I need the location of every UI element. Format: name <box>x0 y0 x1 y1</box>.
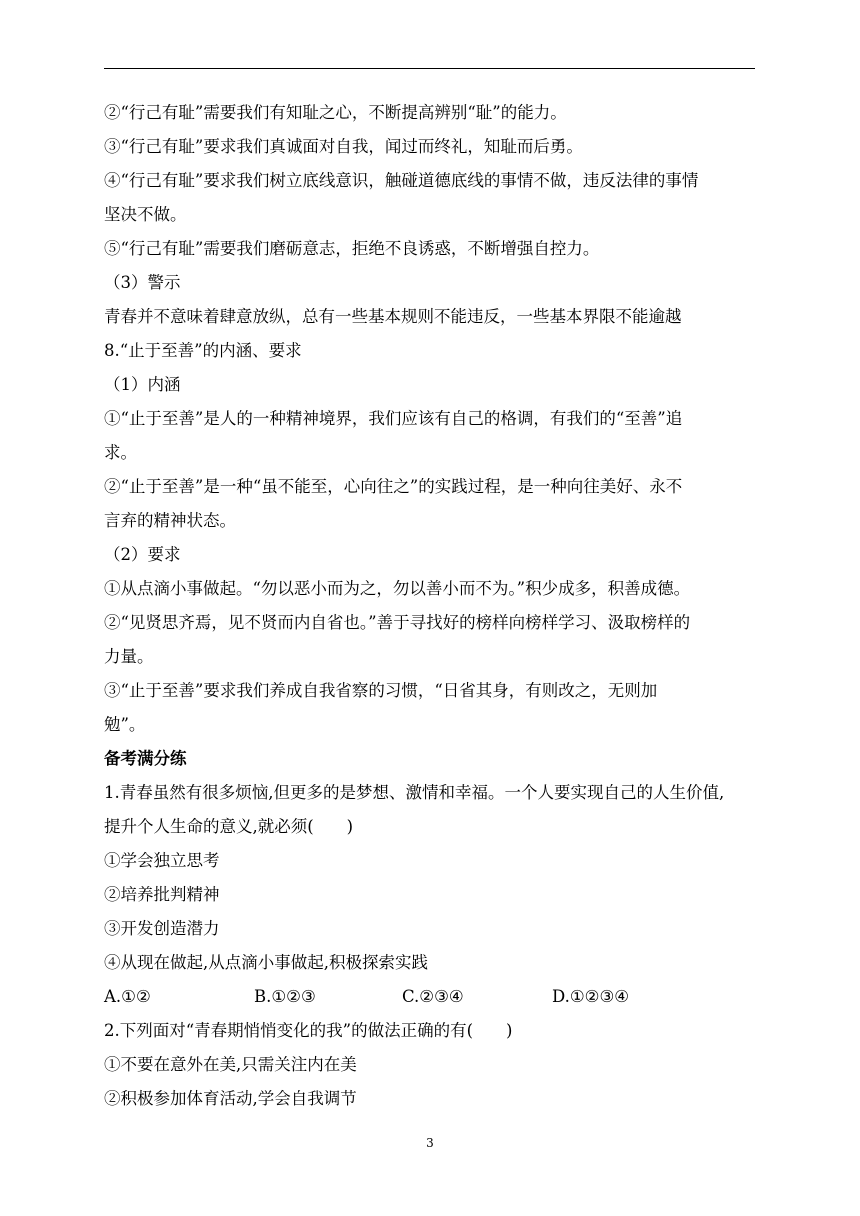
subheading: （2）要求 <box>104 545 181 564</box>
text-line: ④“行己有耻”要求我们树立底线意识，触碰道德底线的事情不做，违反法律的事情 <box>104 171 699 190</box>
page-number: 3 <box>426 1136 434 1150</box>
section-heading: 8.“止于至善”的内涵、要求 <box>104 341 302 360</box>
question-2-stem: 2.下列面对“青春期悄悄变化的我”的做法正确的有( ) <box>104 1021 513 1040</box>
question-1-item: ②培养批判精神 <box>104 885 220 904</box>
question-1-item: ④从现在做起,从点滴小事做起,积极探索实践 <box>104 953 428 972</box>
text-line: ②“止于至善”是一种“虽不能至，心向往之”的实践过程，是一种向往美好、永不 <box>104 477 683 496</box>
text-line: 言弃的精神状态。 <box>104 511 236 530</box>
header-rule <box>104 68 755 69</box>
question-1-item: ③开发创造潜力 <box>104 919 220 938</box>
text-line: ③“止于至善”要求我们养成自我省察的习惯，“日省其身，有则改之，无则加 <box>104 681 658 700</box>
document-body <box>104 96 755 1116</box>
subheading: （1）内涵 <box>104 375 181 394</box>
text-line: ①从点滴小事做起。“勿以恶小而为之，勿以善小而不为。”积少成多，积善成德。 <box>104 579 691 598</box>
question-1-options <box>104 980 755 1014</box>
text-line: 力量。 <box>104 647 154 666</box>
question-1-item: ①学会独立思考 <box>104 851 220 870</box>
option-b: B.①②③ <box>254 987 316 1006</box>
text-line: ③“行己有耻”要求我们真诚面对自我，闻过而终礼，知耻而后勇。 <box>104 137 583 156</box>
question-2-item: ②积极参加体育活动,学会自我调节 <box>104 1089 357 1108</box>
subheading: （3）警示 <box>104 273 181 292</box>
option-d: D.①②③④ <box>552 987 630 1006</box>
question-1-stem: 提升个人生命的意义,就必须( ) <box>104 817 354 836</box>
text-line: 勉”。 <box>104 715 146 734</box>
text-line: ①“止于至善”是人的一种精神境界，我们应该有自己的格调，有我们的“至善”追 <box>104 409 683 428</box>
text-line: ⑤“行己有耻”需要我们磨砺意志，拒绝不良诱惑，不断增强自控力。 <box>104 239 600 258</box>
text-line: 求。 <box>104 443 137 462</box>
text-line: ②“见贤思齐焉，见不贤而内自省也。”善于寻找好的榜样向榜样学习、汲取榜样的 <box>104 613 691 632</box>
practice-section-title: 备考满分练 <box>104 749 187 768</box>
question-2-item: ①不要在意外在美,只需关注内在美 <box>104 1055 357 1074</box>
option-c: C.②③④ <box>402 987 464 1006</box>
text-line: ②“行己有耻”需要我们有知耻之心，不断提高辨别“耻”的能力。 <box>104 103 567 122</box>
question-1-stem: 1.青春虽然有很多烦恼,但更多的是梦想、激情和幸福。一个人要实现自己的人生价值, <box>104 783 725 802</box>
text-line: 坚决不做。 <box>104 205 187 224</box>
text-line: 青春并不意味着肆意放纵，总有一些基本规则不能违反，一些基本界限不能逾越 <box>104 307 682 326</box>
option-a: A.①② <box>104 987 151 1006</box>
